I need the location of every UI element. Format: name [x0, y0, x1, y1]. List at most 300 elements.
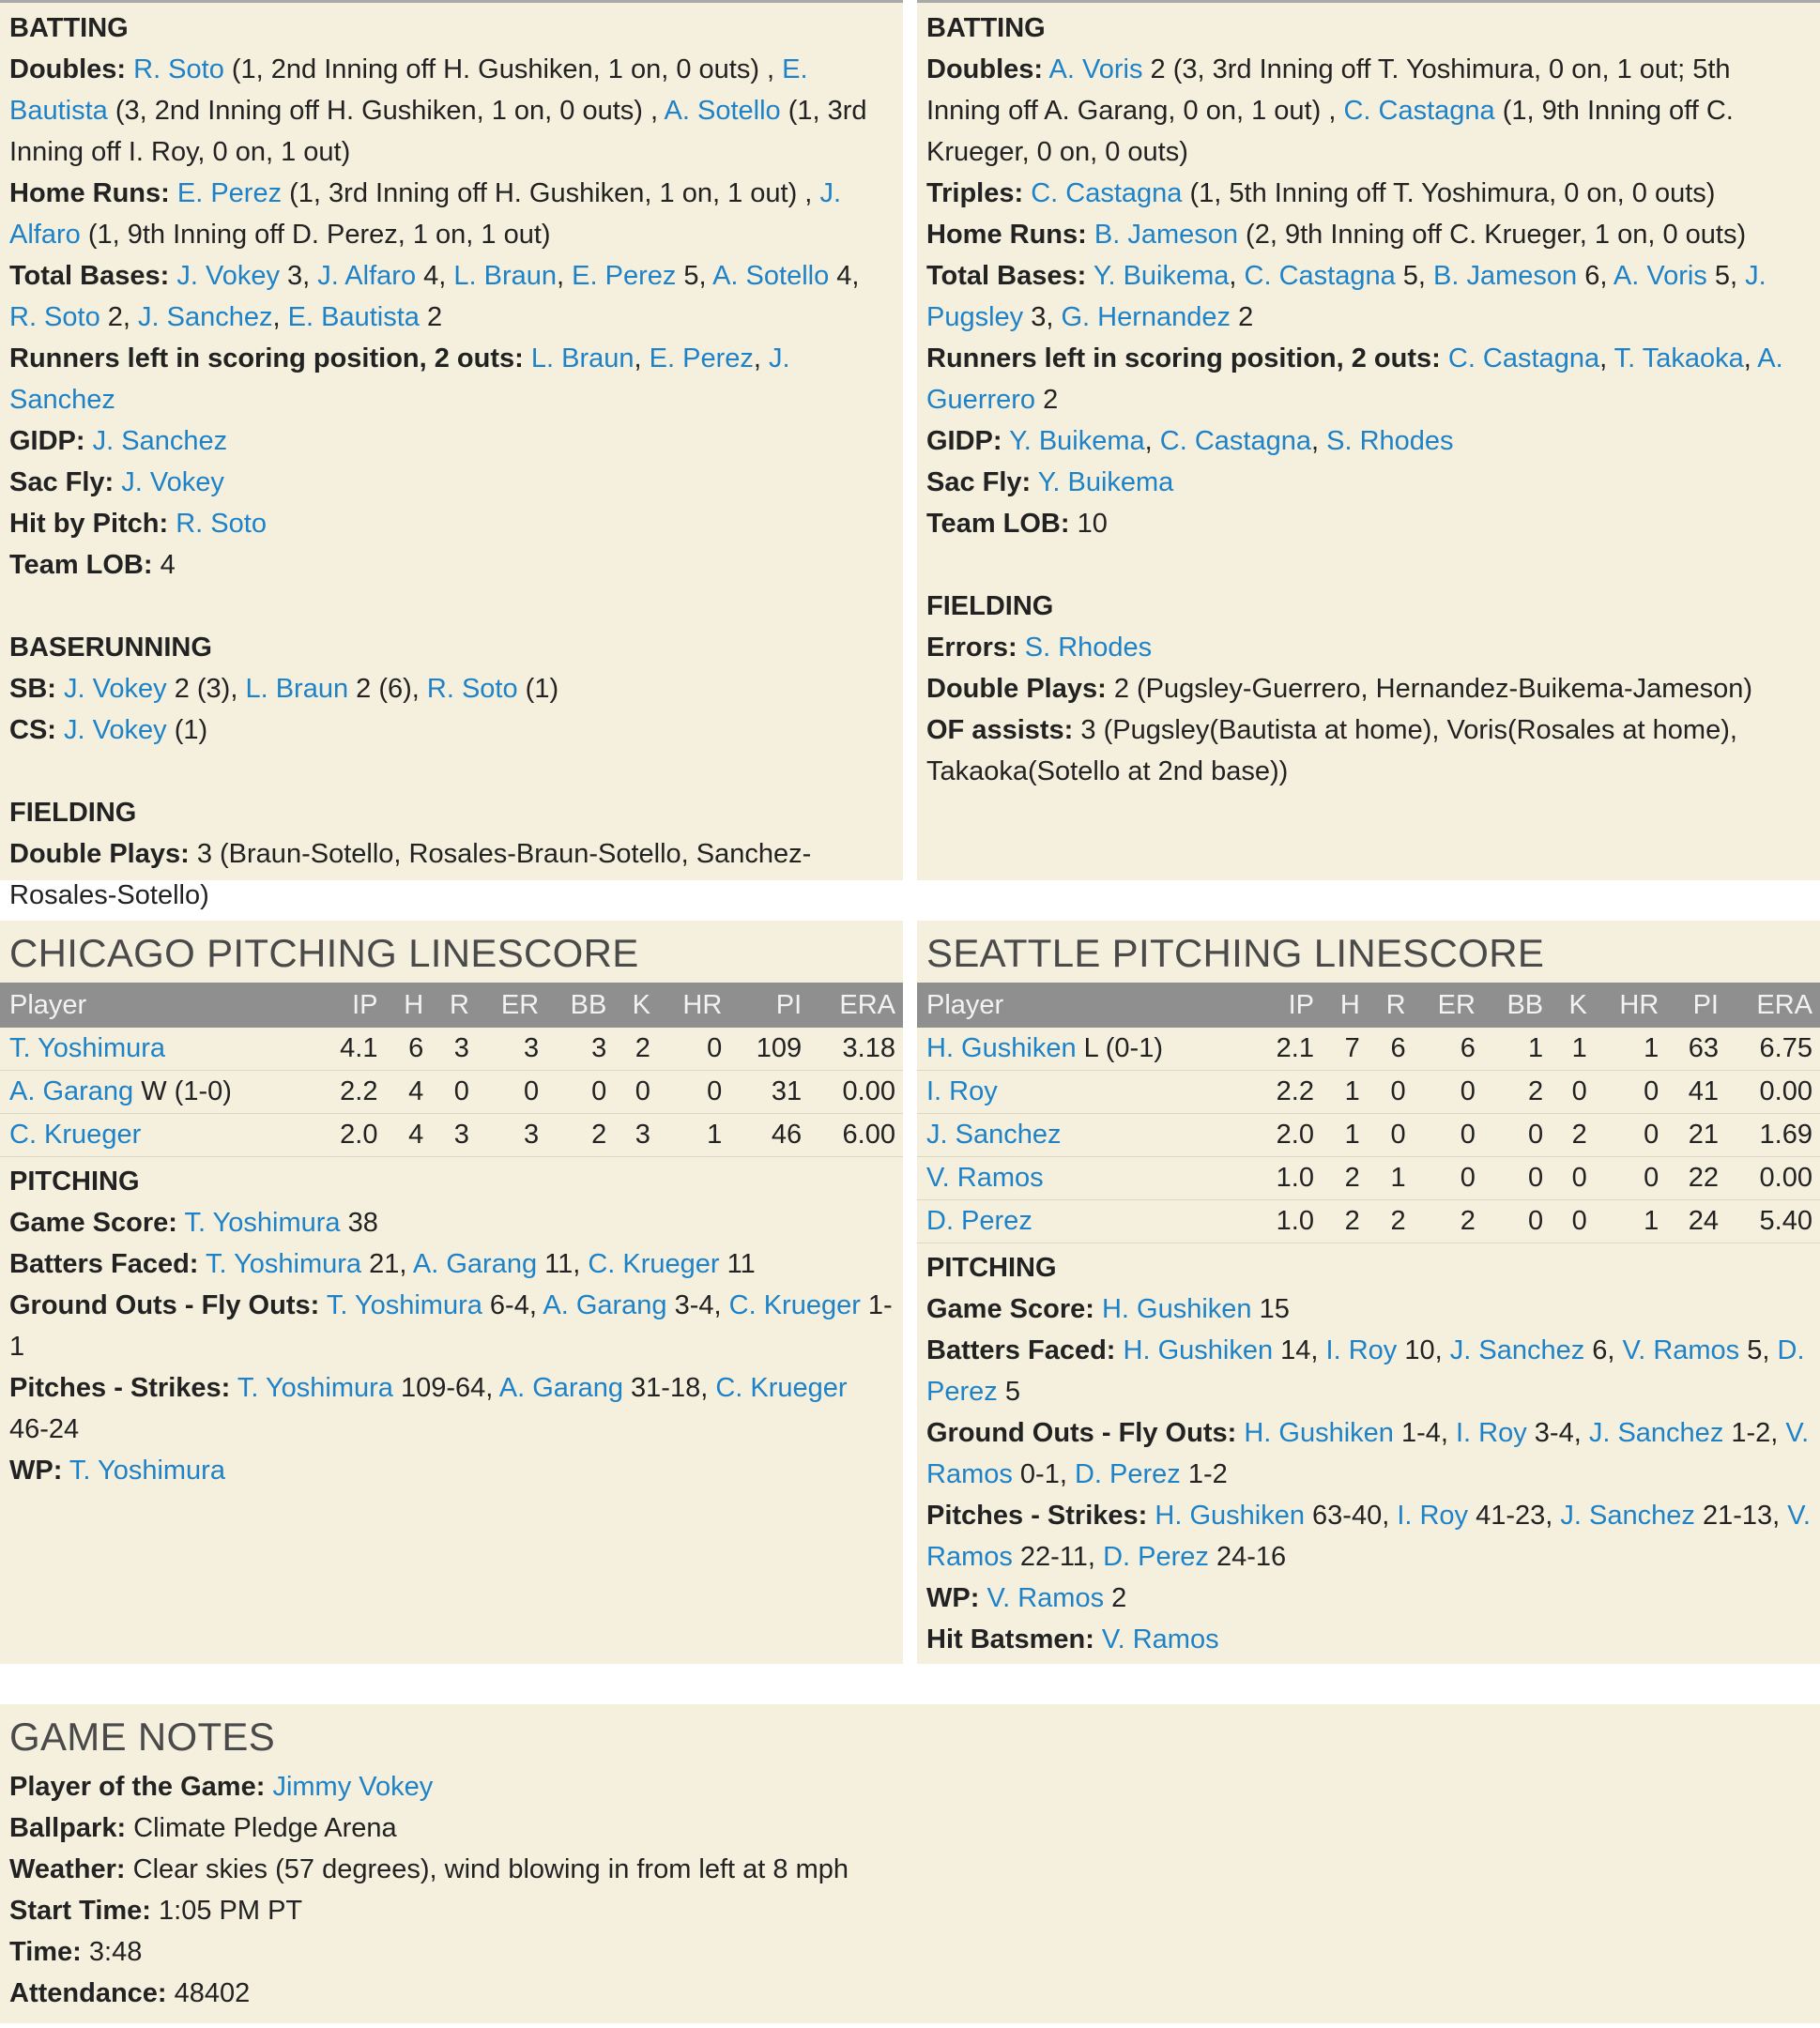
stat-cell: 4.1: [315, 1028, 385, 1071]
stat-cell: 1: [1322, 1114, 1368, 1157]
stat-cell: 0: [1551, 1157, 1595, 1200]
column-header[interactable]: BB: [1483, 983, 1551, 1028]
stat-cell: 2: [1322, 1157, 1368, 1200]
stat-cell: 0: [477, 1071, 546, 1114]
team-lob-label: Team LOB:: [9, 550, 153, 580]
column-header[interactable]: ERA: [809, 983, 903, 1028]
column-header[interactable]: Player: [917, 983, 1252, 1028]
double-plays-label: Double Plays:: [9, 839, 190, 869]
player-link[interactable]: C. Krueger: [728, 1290, 861, 1320]
double-plays-line: [926, 668, 1811, 709]
stat-cell: 24: [1666, 1200, 1726, 1243]
column-header[interactable]: H: [385, 983, 431, 1028]
stat-detail: 3-4,: [1526, 1418, 1589, 1448]
stat-cell: 6: [1368, 1028, 1414, 1071]
hit-batsmen-line: [926, 1619, 1811, 1660]
stat-detail: (1): [517, 674, 559, 704]
player-link[interactable]: H. Gushiken: [1123, 1335, 1274, 1365]
player-link[interactable]: J. Vokey: [176, 261, 280, 291]
player-link[interactable]: E. Perez: [572, 261, 677, 291]
stat-detail: ,: [1310, 426, 1327, 456]
player-link[interactable]: C. Castagna: [1159, 426, 1311, 456]
column-header[interactable]: PI: [1666, 983, 1726, 1028]
double-plays-value: 2 (Pugsley-Guerrero, Hernandez-Buikema-Jameson): [1106, 674, 1753, 704]
player-link[interactable]: J. Sanchez: [9, 343, 790, 415]
ballpark-line: [9, 1807, 1811, 1849]
player-link[interactable]: V. Ramos: [1622, 1335, 1740, 1365]
stat-cell: 21: [1666, 1114, 1726, 1157]
total-bases-line: [926, 255, 1811, 338]
stat-cell: 3: [477, 1114, 546, 1157]
table-row: [917, 1071, 1820, 1114]
stat-detail: ,: [1144, 426, 1160, 456]
column-header[interactable]: HR: [658, 983, 729, 1028]
stat-cell: 1: [1322, 1071, 1368, 1114]
team-lob-line: [9, 544, 894, 586]
stat-detail: 1-1: [9, 1290, 893, 1362]
errors-line: [926, 627, 1811, 668]
player-link[interactable]: C. Krueger: [715, 1373, 848, 1403]
stat-detail: 24-16: [1208, 1542, 1287, 1572]
stat-detail: 1-4,: [1393, 1418, 1456, 1448]
duration-line: [9, 1931, 1811, 1973]
stat-cell: 5.40: [1726, 1200, 1820, 1243]
stat-detail: ,: [753, 343, 769, 374]
player-link[interactable]: Y. Buikema: [1009, 426, 1145, 456]
column-header[interactable]: K: [614, 983, 658, 1028]
player-link[interactable]: J. Vokey: [64, 715, 167, 745]
player-cell: [917, 1157, 1252, 1200]
chicago-pitching-table: [0, 983, 903, 1157]
player-link[interactable]: H. Gushiken: [1155, 1501, 1305, 1531]
triples-line: [926, 173, 1811, 214]
stat-detail: 5: [997, 1377, 1020, 1407]
player-link[interactable]: G. Hernandez: [1061, 302, 1231, 332]
column-header[interactable]: K: [1551, 983, 1595, 1028]
table-row: [0, 1071, 903, 1114]
player-link[interactable]: E. Bautista: [287, 302, 420, 332]
stat-cell: 0: [1483, 1114, 1551, 1157]
stat-label: SB:: [9, 674, 56, 704]
of-assists-value: 3 (Pugsley(Bautista at home), Voris(Rosales at home), Takaoka(Sotello at 2nd base)): [926, 715, 1737, 786]
section-heading: PITCHING: [926, 1253, 1057, 1283]
ballpark-value: Climate Pledge Arena: [126, 1813, 397, 1843]
player-link[interactable]: J. Sanchez: [926, 1120, 1062, 1150]
stat-cell: 0: [1414, 1114, 1483, 1157]
risp-line: [926, 338, 1811, 420]
player-link[interactable]: J. Vokey: [121, 467, 224, 497]
stat-cell: 2.1: [1252, 1028, 1322, 1071]
attendance-line: [9, 1973, 1811, 2014]
weather-line: [9, 1849, 1811, 1890]
player-link[interactable]: A. Guerrero: [926, 343, 1783, 415]
stat-detail: 31-18,: [622, 1373, 716, 1403]
stat-detail: 3,: [279, 261, 318, 291]
stat-label: Pitches - Strikes:: [9, 1373, 231, 1403]
stat-cell: 0: [431, 1071, 477, 1114]
player-cell: [917, 1114, 1252, 1157]
player-link[interactable]: A. Garang: [9, 1076, 134, 1106]
stat-detail: ,: [634, 343, 650, 374]
player-link[interactable]: V. Ramos: [926, 1163, 1044, 1193]
caught-stealing-line: [9, 709, 894, 751]
stat-cell: 0: [658, 1028, 729, 1071]
table-row: [917, 1114, 1820, 1157]
stat-cell: 3: [546, 1028, 614, 1071]
chicago-pitching-panel: [0, 921, 903, 1664]
doubles-line: [9, 49, 894, 173]
stat-cell: 22: [1666, 1157, 1726, 1200]
table-row: [917, 1200, 1820, 1243]
player-link[interactable]: J. Sanchez: [1588, 1418, 1724, 1448]
stat-detail: 4,: [416, 261, 454, 291]
decision: W (1-0): [133, 1076, 232, 1106]
stat-label: Triples:: [926, 178, 1024, 208]
stat-label: Game Score:: [926, 1294, 1094, 1324]
column-header[interactable]: H: [1322, 983, 1368, 1028]
stat-detail: (1, 9th Inning off C. Krueger, 0 on, 0 outs): [926, 96, 1734, 167]
player-of-game-line: [9, 1766, 1811, 1807]
stat-label: Doubles:: [926, 54, 1044, 84]
stat-detail: 14,: [1273, 1335, 1326, 1365]
team-lob-value: 10: [1069, 509, 1108, 539]
doubles-line: [926, 49, 1811, 173]
player-link[interactable]: J. Alfaro: [9, 178, 841, 250]
stat-cell: 0.00: [1726, 1071, 1820, 1114]
stat-detail: ,: [272, 302, 288, 332]
total-bases-line: [9, 255, 894, 338]
player-link[interactable]: C. Castagna: [1343, 96, 1495, 126]
stat-label: Doubles:: [9, 54, 127, 84]
stat-cell: 0: [1551, 1200, 1595, 1243]
start-time-label: Start Time:: [9, 1896, 151, 1926]
stat-cell: 1.0: [1252, 1157, 1322, 1200]
player-link[interactable]: J. Sanchez: [138, 302, 273, 332]
player-link[interactable]: C. Krueger: [9, 1120, 142, 1150]
column-header[interactable]: R: [1368, 983, 1414, 1028]
player-link[interactable]: J. Sanchez: [1560, 1501, 1695, 1531]
stat-cell: 1.0: [1252, 1200, 1322, 1243]
player-link[interactable]: E. Perez: [176, 178, 283, 208]
sac-fly-line: [926, 462, 1811, 503]
player-link[interactable]: T. Yoshimura: [206, 1249, 362, 1279]
player-link[interactable]: T. Yoshimura: [184, 1208, 341, 1238]
player-link[interactable]: V. Ramos: [1101, 1624, 1219, 1654]
stat-cell: 0: [1595, 1157, 1666, 1200]
stat-cell: 2.0: [315, 1114, 385, 1157]
stat-label: Runners left in scoring position, 2 outs:: [926, 343, 1441, 374]
stat-label: CS:: [9, 715, 56, 745]
home-runs-line: [9, 173, 894, 255]
pitches-strikes-line: [9, 1367, 894, 1450]
player-cell: [917, 1200, 1252, 1243]
stat-label: Batters Faced:: [9, 1249, 199, 1279]
stat-detail: 1-2,: [1723, 1418, 1786, 1448]
seattle-pitching-table: [917, 983, 1820, 1243]
section-heading: FIELDING: [9, 798, 137, 828]
stat-detail: 2: [1104, 1583, 1127, 1613]
of-assists-label: OF assists:: [926, 715, 1074, 745]
stat-detail: ,: [1229, 261, 1245, 291]
column-header[interactable]: HR: [1595, 983, 1666, 1028]
section-heading: FIELDING: [926, 591, 1054, 621]
player-of-game-label: Player of the Game:: [9, 1772, 266, 1802]
player-link[interactable]: J. Sanchez: [1449, 1335, 1585, 1365]
stat-cell: 3: [477, 1028, 546, 1071]
section-heading: BASERUNNING: [9, 633, 212, 663]
stat-label: Total Bases:: [9, 261, 170, 291]
stat-detail: 21-13,: [1694, 1501, 1788, 1531]
stat-cell: 0: [546, 1071, 614, 1114]
column-header[interactable]: R: [431, 983, 477, 1028]
player-link[interactable]: E. Bautista: [9, 54, 808, 126]
player-link[interactable]: R. Soto: [176, 509, 267, 539]
player-link[interactable]: J. Alfaro: [317, 261, 417, 291]
player-link[interactable]: R. Soto: [9, 302, 100, 332]
stat-cell: 31: [729, 1071, 809, 1114]
stat-label: Hit Batsmen:: [926, 1624, 1094, 1654]
stat-cell: 6.00: [809, 1114, 903, 1157]
game-score-line: [926, 1288, 1811, 1330]
start-time-line: [9, 1890, 1811, 1931]
ground-fly-outs-line: [926, 1412, 1811, 1495]
stat-detail: 3,: [1023, 302, 1062, 332]
player-link[interactable]: A. Garang: [498, 1373, 623, 1403]
player-link[interactable]: A. Sotello: [712, 261, 830, 291]
stat-cell: 1: [1483, 1028, 1551, 1071]
stat-label: Game Score:: [9, 1208, 177, 1238]
stat-cell: 6.75: [1726, 1028, 1820, 1071]
sac-fly-line: [9, 462, 894, 503]
team-lob-value: 4: [152, 550, 176, 580]
decision: L (0-1): [1076, 1033, 1163, 1063]
player-link[interactable]: T. Takaoka: [1614, 343, 1744, 374]
stat-cell: 1: [1368, 1157, 1414, 1200]
stat-cell: 2: [614, 1028, 658, 1071]
pitches-strikes-line: [926, 1495, 1811, 1578]
stat-cell: 0: [1414, 1157, 1483, 1200]
column-header[interactable]: IP: [1252, 983, 1322, 1028]
team-lob-line: [926, 503, 1811, 544]
stat-cell: 46: [729, 1114, 809, 1157]
player-link[interactable]: A. Garang: [543, 1290, 667, 1320]
player-cell: [917, 1028, 1252, 1071]
stat-detail: 4,: [829, 261, 860, 291]
batters-faced-line: [926, 1330, 1811, 1412]
stat-cell: 4: [385, 1114, 431, 1157]
player-link[interactable]: V. Ramos: [986, 1583, 1105, 1613]
stat-cell: 2: [1414, 1200, 1483, 1243]
stat-cell: 2: [1483, 1071, 1551, 1114]
column-header[interactable]: ERA: [1726, 983, 1820, 1028]
column-header[interactable]: ER: [477, 983, 546, 1028]
player-link[interactable]: Y. Buikema: [1093, 261, 1230, 291]
player-cell: [917, 1071, 1252, 1114]
player-link[interactable]: Y. Buikema: [1037, 467, 1174, 497]
column-header[interactable]: ER: [1414, 983, 1483, 1028]
player-link[interactable]: H. Gushiken: [926, 1033, 1077, 1063]
player-link[interactable]: T. Yoshimura: [237, 1373, 393, 1403]
stat-detail: 6-4,: [482, 1290, 543, 1320]
table-row: [0, 1114, 903, 1157]
duration-label: Time:: [9, 1937, 82, 1967]
player-link[interactable]: J. Pugsley: [926, 261, 1766, 332]
player-link[interactable]: A. Voris: [1048, 54, 1143, 84]
player-link[interactable]: A. Sotello: [664, 96, 781, 126]
stat-cell: 0.00: [1726, 1157, 1820, 1200]
player-link[interactable]: I. Roy: [1397, 1501, 1469, 1531]
stat-cell: 2: [546, 1114, 614, 1157]
table-row: [0, 1028, 903, 1071]
stat-cell: 0: [1483, 1157, 1551, 1200]
player-link[interactable]: H. Gushiken: [1244, 1418, 1394, 1448]
player-link[interactable]: H. Gushiken: [1101, 1294, 1252, 1324]
stat-detail: 2 (6),: [348, 674, 427, 704]
stat-cell: 1.69: [1726, 1114, 1820, 1157]
section-heading: PITCHING: [9, 1166, 140, 1197]
stat-label: Ground Outs - Fly Outs:: [926, 1418, 1237, 1448]
stat-cell: 7: [1322, 1028, 1368, 1071]
player-link[interactable]: I. Roy: [1325, 1335, 1398, 1365]
stat-cell: 0.00: [809, 1071, 903, 1114]
batters-faced-line: [9, 1243, 894, 1285]
player-link[interactable]: L. Braun: [453, 261, 558, 291]
stat-label: GIDP:: [9, 426, 85, 456]
player-link[interactable]: J. Sanchez: [92, 426, 228, 456]
player-link[interactable]: A. Garang: [412, 1249, 538, 1279]
stat-detail: ,: [1743, 343, 1758, 374]
player-link[interactable]: T. Yoshimura: [326, 1290, 482, 1320]
player-cell: [0, 1114, 315, 1157]
column-header[interactable]: IP: [315, 983, 385, 1028]
attendance-label: Attendance:: [9, 1978, 167, 2008]
stat-cell: 0: [1595, 1114, 1666, 1157]
stat-cell: 0: [1368, 1071, 1414, 1114]
player-link[interactable]: C. Castagna: [1244, 261, 1396, 291]
player-link[interactable]: I. Roy: [1456, 1418, 1527, 1448]
stat-label: Sac Fly:: [9, 467, 115, 497]
player-link[interactable]: C. Krueger: [588, 1249, 720, 1279]
stat-cell: 2: [1322, 1200, 1368, 1243]
player-link[interactable]: T. Yoshimura: [69, 1456, 225, 1486]
player-link[interactable]: J. Vokey: [64, 674, 167, 704]
stat-detail: 5,: [1395, 261, 1434, 291]
start-time-value: 1:05 PM PT: [150, 1896, 303, 1926]
player-link[interactable]: R. Soto: [426, 674, 518, 704]
double-plays-label: Double Plays:: [926, 674, 1107, 704]
stat-detail: 2 (3),: [166, 674, 246, 704]
player-link[interactable]: D. Perez: [1074, 1459, 1181, 1489]
seattle-pitching-panel: [917, 921, 1820, 1664]
stat-detail: ,: [1599, 343, 1614, 374]
stat-detail: 41-23,: [1468, 1501, 1561, 1531]
stat-label: Home Runs:: [926, 220, 1087, 250]
stat-label: WP:: [9, 1456, 63, 1486]
player-link[interactable]: V. Ramos: [926, 1501, 1811, 1572]
stat-cell: 3: [614, 1114, 658, 1157]
of-assists-line: [926, 709, 1811, 792]
stat-label: Sac Fly:: [926, 467, 1032, 497]
stat-label: WP:: [926, 1583, 980, 1613]
risp-line: [9, 338, 894, 420]
player-of-game-link[interactable]: Jimmy Vokey: [272, 1772, 434, 1802]
player-link[interactable]: L. Braun: [245, 674, 349, 704]
stat-detail: (3, 2nd Inning off H. Gushiken, 1 on, 0 outs) ,: [107, 96, 665, 126]
table-row: [917, 1157, 1820, 1200]
player-link[interactable]: B. Jameson: [1433, 261, 1578, 291]
stat-cell: 0: [1595, 1071, 1666, 1114]
stat-detail: 0-1,: [1012, 1459, 1075, 1489]
hit-by-pitch-line: [9, 503, 894, 544]
stat-detail: 5,: [1706, 261, 1746, 291]
stat-cell: 3.18: [809, 1028, 903, 1071]
player-link[interactable]: E. Perez: [649, 343, 754, 374]
player-link[interactable]: R. Soto: [133, 54, 224, 84]
stat-detail: 22-11,: [1012, 1542, 1104, 1572]
column-header[interactable]: BB: [546, 983, 614, 1028]
player-link[interactable]: V. Ramos: [926, 1418, 1810, 1489]
stat-detail: 10,: [1397, 1335, 1450, 1365]
stat-label: Hit by Pitch:: [9, 509, 169, 539]
attendance-value: 48402: [166, 1978, 251, 2008]
stat-cell: 4: [385, 1071, 431, 1114]
stat-detail: 38: [340, 1208, 378, 1238]
player-cell: [0, 1071, 315, 1114]
player-link[interactable]: C. Castagna: [1447, 343, 1600, 374]
player-link[interactable]: D. Perez: [926, 1206, 1032, 1236]
player-link[interactable]: C. Castagna: [1031, 178, 1183, 208]
player-link[interactable]: T. Yoshimura: [9, 1033, 166, 1063]
stat-detail: ,: [557, 261, 573, 291]
player-link[interactable]: A. Voris: [1613, 261, 1707, 291]
player-link[interactable]: I. Roy: [926, 1076, 998, 1106]
stat-detail: 6,: [1577, 261, 1614, 291]
stat-cell: 3: [431, 1114, 477, 1157]
player-link[interactable]: D. Perez: [1103, 1542, 1209, 1572]
stat-label: Home Runs:: [9, 178, 170, 208]
column-header[interactable]: PI: [729, 983, 809, 1028]
stat-detail: 2: [419, 302, 443, 332]
stat-detail: (1, 3rd Inning off I. Roy, 0 on, 1 out): [9, 96, 867, 167]
gidp-line: [926, 420, 1811, 462]
player-link[interactable]: S. Rhodes: [1024, 633, 1153, 663]
stat-cell: 2.2: [1252, 1071, 1322, 1114]
column-header[interactable]: Player: [0, 983, 315, 1028]
stat-label: Pitches - Strikes:: [926, 1501, 1148, 1531]
home-runs-line: [926, 214, 1811, 255]
stat-detail: 1-2: [1180, 1459, 1228, 1489]
player-link[interactable]: L. Braun: [530, 343, 635, 374]
stat-cell: 0: [658, 1071, 729, 1114]
game-notes-title: GAME NOTES: [9, 1715, 276, 1759]
stat-cell: 2.0: [1252, 1114, 1322, 1157]
stat-detail: 11: [719, 1249, 756, 1279]
stat-detail: 2: [1035, 385, 1059, 415]
player-link[interactable]: S. Rhodes: [1326, 426, 1454, 456]
weather-value: Clear skies (57 degrees), wind blowing in from left at 8 mph: [125, 1854, 849, 1884]
chicago-batting-panel: [0, 0, 903, 910]
wild-pitch-line: [9, 1450, 894, 1491]
stat-cell: 0: [1368, 1114, 1414, 1157]
player-link[interactable]: D. Perez: [926, 1335, 1805, 1407]
stat-cell: 1: [1551, 1028, 1595, 1071]
ballpark-label: Ballpark:: [9, 1813, 127, 1843]
player-link[interactable]: B. Jameson: [1094, 220, 1238, 250]
wild-pitch-line: [926, 1578, 1811, 1619]
stat-detail: 6,: [1584, 1335, 1623, 1365]
stat-cell: 1: [1595, 1028, 1666, 1071]
chicago-pitching-title: CHICAGO PITCHING LINESCORE: [9, 931, 639, 975]
